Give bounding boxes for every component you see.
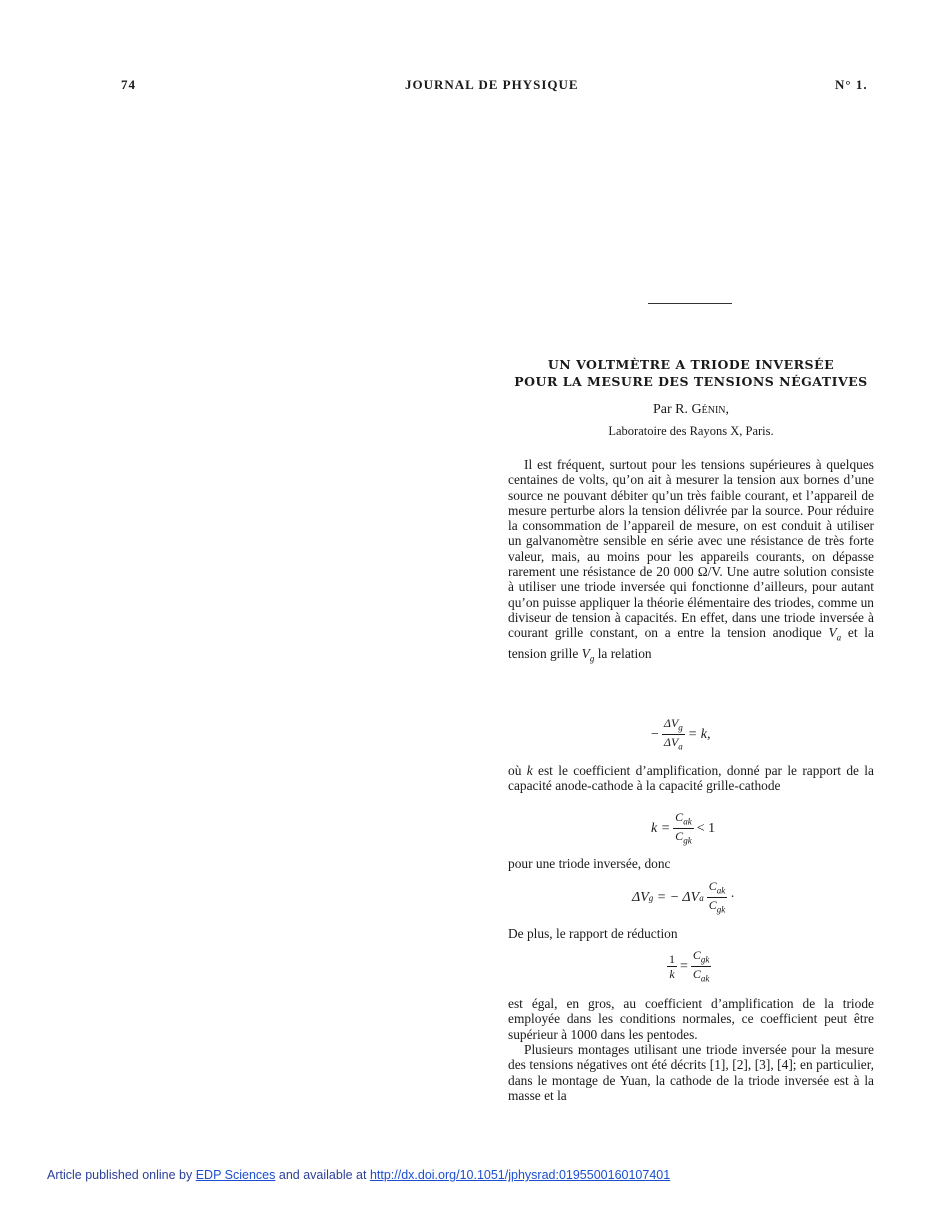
var-va: $V_a$: [828, 625, 842, 643]
publication-footer: [47, 1168, 670, 1182]
paragraph-1-text: Il est fréquent, surtout pour les tensions supérieures à quelques centaines de volts, qu’on ait à mesurer la tension aux bornes d’une source ne pouvant débiter qu’un très faible courant, et l’appareil de mesure perturbe alors la tension délivrée par la source. Pour réduire la consommation de l’appareil de mesure, on est conduit à utiliser un galvanomètre sensible en série avec une résistance de très forte valeur, mais, au moins pour les appareils courants, on dépasse rarement une résistance de 20 000 Ω/V. Une autre solution consiste à utiliser une triode inversée qui fonctionne d’ailleurs, pour autant qu’on puisse appliquer la théorie élémentaire des triodes, comme un diviseur de tension à capacités. En effet, dans une triode inversée à courant grille constant, on a entre la tension anodique: [508, 457, 874, 641]
equation-2: k = $\frac{C_{ak}}{C_{gk}}$ < 1: [651, 810, 716, 846]
issue-number: N° 1.: [835, 77, 868, 92]
footer-middle: and available at: [278, 1168, 367, 1182]
section-divider: [648, 303, 732, 304]
paragraph-2: où k est le coefficient d’amplification, donné par le rapport de la capacité anode-cathode à la capacité grille-cathode: [508, 763, 874, 794]
paragraph-3: pour une triode inversée, donc: [508, 856, 671, 871]
paragraph-1-end: la relation: [597, 646, 652, 662]
article-title-line1: UN VOLTMÈTRE A TRIODE INVERSÉE: [547, 357, 835, 372]
paragraph-5: est égal, en gros, au coefficient d’amplification de la triode employée dans les conditions normales, ce coefficient peut être supérieur à 1000 dans les pentodes.: [508, 996, 874, 1042]
page-number: 74: [121, 77, 136, 92]
article-title-line2: POUR LA MESURE DES TENSIONS NÉGATIVES: [514, 374, 868, 389]
paragraph-1-mid: et la tension grille: [508, 625, 874, 662]
edp-sciences-link[interactable]: EDP Sciences: [195, 1168, 276, 1182]
author-prefix: Par R.: [653, 402, 688, 417]
author-line: [508, 402, 874, 418]
var-vg: $V_g$: [581, 646, 595, 664]
doi-link[interactable]: http://dx.doi.org/10.1051/jphysrad:0195500160107401: [369, 1168, 671, 1182]
paragraph-1: [508, 457, 874, 667]
footer-prefix: Article published online by: [47, 1168, 193, 1182]
journal-title: JOURNAL DE PHYSIQUE: [405, 77, 579, 92]
equation-1: − $\frac{\Delta V_g}{\Delta V_a}$ = k,: [651, 716, 711, 752]
affiliation: Laboratoire des Rayons X, Paris.: [608, 424, 774, 438]
equation-3: ΔV g = − ΔV a $\frac{C_{ak}}{C_{gk}}$ ·: [632, 879, 735, 915]
author-name: Génin,: [691, 402, 729, 417]
paragraph-6: Plusieurs montages utilisant une triode inversée pour la mesure des tensions négatives ont été décrits [1], [2], [3], [4]; en particulier, dans le montage de Yuan, la cathode de la triode inversée est à la masse et la: [508, 1042, 874, 1103]
paragraph-4: De plus, le rapport de réduction: [508, 926, 678, 941]
equation-4: $\frac{1}{k}$ = $\frac{C_{gk}}{C_{ak}}$: [669, 948, 710, 984]
